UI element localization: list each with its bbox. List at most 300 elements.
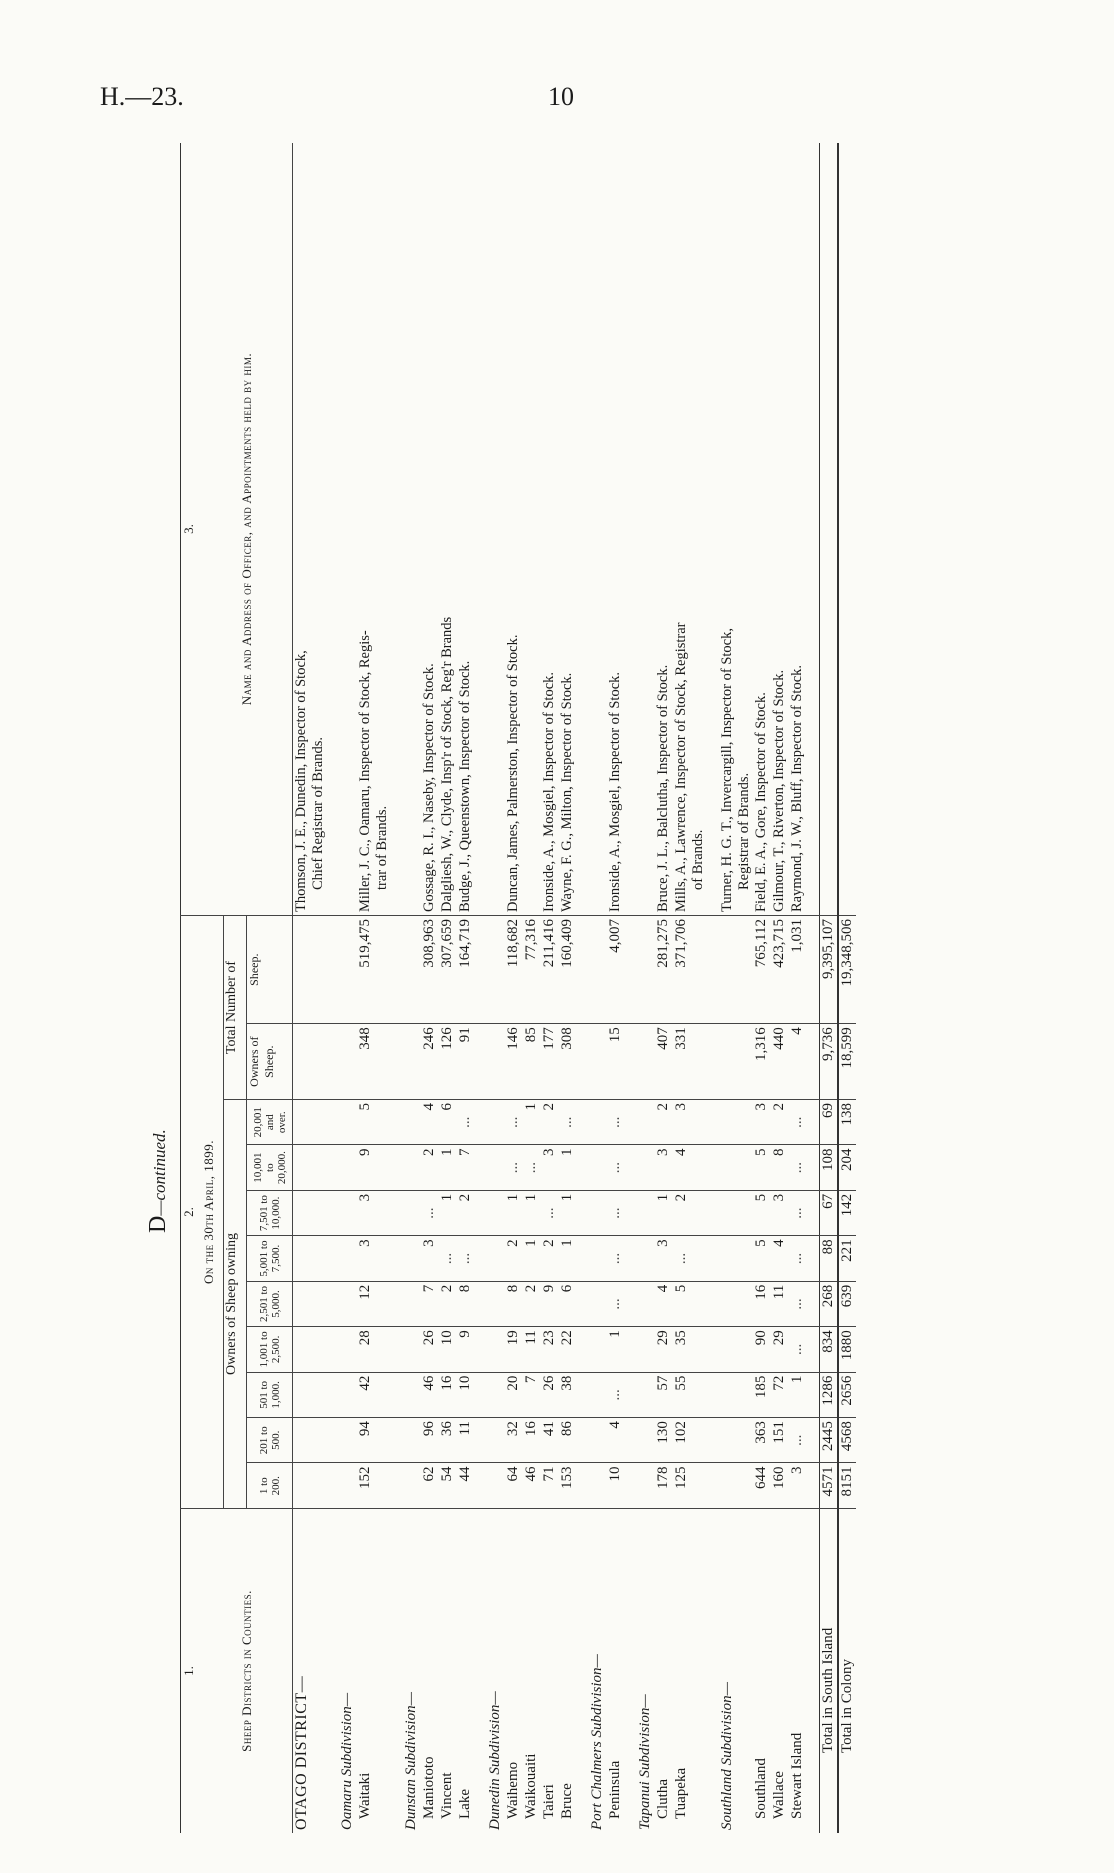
owners-count-cell: 46 (421, 1372, 439, 1417)
owners-count-cell: ... (607, 1100, 625, 1145)
owners-count-cell: 11 (457, 1418, 475, 1463)
total-sheep-cell: 164,719 (457, 916, 475, 1024)
officer-cell (753, 143, 771, 916)
owners-count-cell: 6 (439, 1100, 457, 1145)
officer-cell (819, 143, 838, 916)
officer-cell (541, 143, 559, 916)
owners-count-cell: 71 (541, 1463, 559, 1508)
officer-cell (673, 143, 707, 916)
officer-line: Thomson, J. E., Dunedin, Inspector of Stock, (293, 650, 309, 913)
table-row (589, 143, 607, 1833)
owners-count-cell: 3 (357, 1236, 391, 1281)
owners-count-cell (293, 1463, 328, 1508)
owners-count-cell (403, 1236, 421, 1281)
table-row (541, 143, 559, 1833)
total-owners-cell: 18,599 (838, 1024, 856, 1100)
owners-count-cell (487, 1190, 505, 1235)
total-sheep-cell: 308,963 (421, 916, 439, 1024)
owners-count-cell (719, 1463, 753, 1508)
table-row (789, 143, 807, 1833)
total-sheep-cell: 118,682 (505, 916, 523, 1024)
owners-count-cell (719, 1145, 753, 1190)
owners-count-cell: 16 (753, 1281, 771, 1326)
owners-count-cell: 1 (559, 1236, 577, 1281)
owners-count-cell: 20 (505, 1372, 523, 1417)
spacer-row (577, 143, 589, 1833)
owners-count-cell: 11 (523, 1327, 541, 1372)
officer-line: Bruce, J. L., Balclutha, Inspector of Stock. (655, 664, 671, 913)
owners-count-cell: 8 (505, 1281, 523, 1326)
owners-count-cell: ... (523, 1145, 541, 1190)
owners-count-cell (589, 1145, 607, 1190)
owners-count-cell: 1 (523, 1100, 541, 1145)
district-label: Southland Subdivision— (719, 1508, 753, 1833)
officer-cell (838, 143, 856, 916)
owners-count-cell: 9 (457, 1327, 475, 1372)
table-row (719, 143, 753, 1833)
owners-count-cell: ... (505, 1145, 523, 1190)
district-label: Total in South Island (819, 1508, 838, 1833)
district-label: Port Chalmers Subdivision— (589, 1508, 607, 1833)
owners-count-cell: 1 (523, 1190, 541, 1235)
owners-count-cell: 9 (357, 1145, 391, 1190)
range-header-0: 1 to 200. (247, 1463, 293, 1508)
owners-count-cell (403, 1327, 421, 1372)
owners-count-cell: 2 (439, 1281, 457, 1326)
officer-cell (607, 143, 625, 916)
spacer-row (625, 143, 637, 1833)
owners-count-cell: ... (607, 1236, 625, 1281)
owners-count-cell: ... (789, 1100, 807, 1145)
owners-count-cell: 2445 (819, 1418, 838, 1463)
owners-count-cell: 644 (753, 1463, 771, 1508)
owners-count-cell: 54 (439, 1463, 457, 1508)
total-sheep-cell: 423,715 (771, 916, 789, 1024)
owners-count-cell (403, 1463, 421, 1508)
officer-cell (339, 143, 357, 916)
owners-count-cell: 26 (421, 1327, 439, 1372)
table-row (505, 143, 523, 1833)
owners-count-cell: 1 (523, 1236, 541, 1281)
district-label: Southland (753, 1508, 771, 1833)
owners-count-cell: 41 (541, 1418, 559, 1463)
total-owners-cell: 126 (439, 1024, 457, 1100)
owners-count-cell: 62 (421, 1463, 439, 1508)
total-sheep-cell: 211,416 (541, 916, 559, 1024)
owners-count-cell: ... (607, 1145, 625, 1190)
owners-count-cell: 6 (559, 1281, 577, 1326)
owners-count-cell: 55 (673, 1372, 707, 1417)
owners-count-cell: ... (559, 1100, 577, 1145)
table-row (403, 143, 421, 1833)
spacer-row (707, 143, 719, 1833)
owners-count-cell (487, 1236, 505, 1281)
spacer-row (327, 143, 339, 1833)
officer-cell (357, 143, 391, 916)
total-sheep-cell (403, 916, 421, 1024)
owners-count-cell (589, 1327, 607, 1372)
table-row (753, 143, 771, 1833)
total-owners-cell (403, 1024, 421, 1100)
owners-count-cell: 7 (421, 1281, 439, 1326)
total-owners-cell: 308 (559, 1024, 577, 1100)
owners-count-cell: 8 (771, 1145, 789, 1190)
owners-count-cell: 4568 (838, 1418, 856, 1463)
owners-count-cell: 1 (559, 1145, 577, 1190)
owners-count-cell (637, 1463, 655, 1508)
owners-count-cell: ... (789, 1190, 807, 1235)
table-row (771, 143, 789, 1833)
officer-cell (487, 143, 505, 916)
owners-count-cell: 42 (357, 1372, 391, 1417)
owners-count-cell (293, 1281, 328, 1326)
total-sheep-cell (589, 916, 607, 1024)
district-label: Tapanui Subdivision— (637, 1508, 655, 1833)
owners-count-cell (403, 1372, 421, 1417)
owners-count-cell: 69 (819, 1100, 838, 1145)
owners-count-cell: ... (789, 1145, 807, 1190)
total-owners-cell (293, 1024, 328, 1100)
owners-count-cell: ... (789, 1236, 807, 1281)
officer-line: Gilmour, T., Riverton, Inspector of Stock. (771, 669, 787, 913)
owners-count-cell (339, 1190, 357, 1235)
owners-count-cell: 2 (457, 1190, 475, 1235)
total-owners-cell: 246 (421, 1024, 439, 1100)
owners-count-cell: 125 (673, 1463, 707, 1508)
owners-count-cell: ... (457, 1236, 475, 1281)
owners-count-cell: 26 (541, 1372, 559, 1417)
officer-line: Ironside, A., Mosgiel, Inspector of Stock. (607, 671, 623, 913)
owners-count-cell: 36 (439, 1418, 457, 1463)
owners-count-cell (719, 1281, 753, 1326)
officer-header: Name and Address of Officer, and Appointments held by him. (201, 143, 293, 916)
owners-count-cell: 10 (457, 1372, 475, 1417)
owners-count-cell: 1 (439, 1190, 457, 1235)
range-header-1: 201 to 500. (247, 1418, 293, 1463)
owners-count-cell: 16 (523, 1418, 541, 1463)
officer-line: Gossage, R. I., Naseby, Inspector of Stock. (421, 663, 437, 913)
owners-count-cell: 152 (357, 1463, 391, 1508)
districts-header: Sheep Districts in Counties. (201, 1508, 293, 1833)
owners-count-cell: 5 (753, 1145, 771, 1190)
owners-count-cell (487, 1145, 505, 1190)
owners-count-cell: 28 (357, 1327, 391, 1372)
district-label: Dunedin Subdivision— (487, 1508, 505, 1833)
owners-count-cell: 3 (753, 1100, 771, 1145)
officer-line: Chief Registrar of Brands. (310, 736, 326, 891)
total-sheep-cell (637, 916, 655, 1024)
owners-count-cell: 4 (421, 1100, 439, 1145)
page-reference: H.—23. (100, 82, 184, 111)
district-label: Stewart Island (789, 1508, 807, 1833)
owners-count-cell (637, 1190, 655, 1235)
owners-count-cell (637, 1418, 655, 1463)
table-row (457, 143, 475, 1833)
owners-count-cell (637, 1100, 655, 1145)
district-label: Vincent (439, 1508, 457, 1833)
district-label: Wallace (771, 1508, 789, 1833)
owners-count-cell: 4 (673, 1145, 707, 1190)
total-owners-cell: 440 (771, 1024, 789, 1100)
owners-count-cell: 1 (439, 1145, 457, 1190)
owners-count-cell: 834 (819, 1327, 838, 1372)
owners-count-cell: 3 (655, 1145, 673, 1190)
owners-count-cell: 57 (655, 1372, 673, 1417)
owners-count-cell: 3 (673, 1100, 707, 1145)
district-label: OTAGO DISTRICT— (293, 1508, 328, 1833)
owners-count-cell: 94 (357, 1418, 391, 1463)
officer-cell (637, 143, 655, 916)
owners-count-cell: 2 (421, 1145, 439, 1190)
owners-count-cell (339, 1418, 357, 1463)
district-label: Dunstan Subdivision— (403, 1508, 421, 1833)
owners-count-cell (637, 1372, 655, 1417)
owners-count-cell: 160 (771, 1463, 789, 1508)
owners-count-cell: ... (789, 1327, 807, 1372)
rotated-table-area (140, 143, 990, 1833)
officer-line: of Brands. (690, 829, 706, 891)
owners-count-cell: 88 (819, 1236, 838, 1281)
officer-line: trar of Brands. (374, 805, 390, 891)
range-header-6: 7,501 to 10,000. (247, 1190, 293, 1235)
total-sheep-cell: 19,348,506 (838, 916, 856, 1024)
total-sheep-cell: 307,659 (439, 916, 457, 1024)
owners-count-cell (339, 1372, 357, 1417)
owners-count-cell: 2 (541, 1236, 559, 1281)
table-row (487, 143, 505, 1833)
total-header: Total Number of (224, 916, 247, 1100)
owners-count-cell (589, 1190, 607, 1235)
owners-count-cell: ... (607, 1281, 625, 1326)
owners-count-cell: 178 (655, 1463, 673, 1508)
district-label: Peninsula (607, 1508, 625, 1833)
owners-count-cell: 3 (771, 1190, 789, 1235)
owners-count-cell: 1286 (819, 1372, 838, 1417)
owners-count-cell (719, 1418, 753, 1463)
owners-count-cell: 10 (607, 1463, 625, 1508)
owners-count-cell: 130 (655, 1418, 673, 1463)
table-row (523, 143, 541, 1833)
owners-count-cell: 151 (771, 1418, 789, 1463)
officer-cell (403, 143, 421, 916)
owners-count-cell (487, 1463, 505, 1508)
spacer-row (391, 143, 403, 1833)
district-label: Waitaki (357, 1508, 391, 1833)
officer-cell (789, 143, 807, 916)
total-sheep-cell: 160,409 (559, 916, 577, 1024)
officer-cell (559, 143, 577, 916)
table-row (293, 143, 328, 1833)
owners-count-cell: ... (439, 1236, 457, 1281)
total-owners-cell: 15 (607, 1024, 625, 1100)
section-continued: —continued. (150, 1129, 169, 1216)
owners-count-cell: 7 (457, 1145, 475, 1190)
range-header-4: 2,501 to 5,000. (247, 1281, 293, 1326)
owners-count-cell (293, 1418, 328, 1463)
total-sheep-cell: 765,112 (753, 916, 771, 1024)
officer-cell (439, 143, 457, 916)
owners-count-cell: 96 (421, 1418, 439, 1463)
total-owners-cell: 348 (357, 1024, 391, 1100)
owners-count-cell (637, 1236, 655, 1281)
owners-count-cell (719, 1372, 753, 1417)
col-number-2: 2. (181, 916, 202, 1509)
owners-count-cell (293, 1372, 328, 1417)
owners-count-cell: 4 (771, 1236, 789, 1281)
officer-cell (719, 143, 753, 916)
owners-count-cell (339, 1463, 357, 1508)
owners-count-cell (339, 1100, 357, 1145)
district-label: Lake (457, 1508, 475, 1833)
table-row (357, 143, 391, 1833)
owners-count-cell: 1 (505, 1190, 523, 1235)
owners-count-cell (403, 1418, 421, 1463)
officer-line: Turner, H. G. T., Invercargill, Inspector of Stock, (719, 628, 735, 913)
table-row (339, 143, 357, 1833)
owners-count-cell: 23 (541, 1327, 559, 1372)
owners-count-cell: 32 (505, 1418, 523, 1463)
total-owners-cell: 331 (673, 1024, 707, 1100)
owners-count-cell: 4 (607, 1418, 625, 1463)
district-label: Clutha (655, 1508, 673, 1833)
owners-count-cell (339, 1281, 357, 1326)
district-label: Total in Colony (838, 1508, 856, 1833)
owners-count-cell (637, 1281, 655, 1326)
owners-count-cell: 1880 (838, 1327, 856, 1372)
owners-count-cell: 11 (771, 1281, 789, 1326)
owners-count-cell (487, 1418, 505, 1463)
sheep-owners-table (180, 143, 856, 1833)
owners-count-cell: 64 (505, 1463, 523, 1508)
owners-count-cell: 204 (838, 1145, 856, 1190)
owners-count-cell (403, 1100, 421, 1145)
owners-count-cell: 4571 (819, 1463, 838, 1508)
owners-count-cell (589, 1236, 607, 1281)
owners-count-cell (487, 1100, 505, 1145)
owners-count-cell: 90 (753, 1327, 771, 1372)
owners-count-cell (719, 1100, 753, 1145)
officer-line: Mills, A., Lawrence, Inspector of Stock, Registrar (673, 622, 689, 913)
owners-count-cell: 3 (357, 1190, 391, 1235)
owners-count-cell: 12 (357, 1281, 391, 1326)
owners-count-cell (589, 1372, 607, 1417)
owners-count-cell: 1 (789, 1372, 807, 1417)
district-label: Waikouaiti (523, 1508, 541, 1833)
range-header-2: 501 to 1,000. (247, 1372, 293, 1417)
owners-count-cell: 8151 (838, 1463, 856, 1508)
owners-count-cell (589, 1281, 607, 1326)
col-number-3: 3. (181, 524, 196, 534)
owners-count-cell: 5 (753, 1236, 771, 1281)
owners-count-cell: 2 (771, 1100, 789, 1145)
owners-count-cell: 3 (655, 1236, 673, 1281)
owners-count-cell (589, 1463, 607, 1508)
owners-count-cell: 5 (753, 1190, 771, 1235)
total-owners-cell: 407 (655, 1024, 673, 1100)
owners-count-cell: ... (505, 1100, 523, 1145)
officer-line: Duncan, James, Palmerston, Inspector of Stock. (505, 634, 521, 913)
officer-line: Budge, J., Queenstown, Inspector of Stock. (457, 660, 473, 913)
owners-count-cell: ... (421, 1190, 439, 1235)
owners-count-cell: 9 (541, 1281, 559, 1326)
total-sheep-cell: 77,316 (523, 916, 541, 1024)
spacer-row (475, 143, 487, 1833)
district-label: Maniototo (421, 1508, 439, 1833)
total-sheep-cell (339, 916, 357, 1024)
table-row (655, 143, 673, 1833)
date-header: On the 30th April, 1899. (201, 916, 224, 1509)
section-letter: D (145, 1215, 171, 1233)
owners-count-cell (403, 1281, 421, 1326)
officer-cell (589, 143, 607, 916)
total-owners-cell: 4 (789, 1024, 807, 1100)
owners-count-cell (589, 1418, 607, 1463)
owners-count-cell: 22 (559, 1327, 577, 1372)
page-number: 10 (548, 82, 574, 111)
table-row (819, 143, 838, 1833)
sheep-header: Sheep. (247, 916, 293, 1024)
owners-count-cell (637, 1327, 655, 1372)
table-row (439, 143, 457, 1833)
table-row (607, 143, 625, 1833)
officer-cell (457, 143, 475, 916)
owners-count-cell (589, 1100, 607, 1145)
total-sheep-cell: 519,475 (357, 916, 391, 1024)
owners-count-cell: 8 (457, 1281, 475, 1326)
owners-count-cell: 1 (559, 1190, 577, 1235)
owners-count-cell: 67 (819, 1190, 838, 1235)
owners-count-cell: 5 (357, 1100, 391, 1145)
total-sheep-cell: 281,275 (655, 916, 673, 1024)
owners-count-cell: 38 (559, 1372, 577, 1417)
total-owners-cell (487, 1024, 505, 1100)
owners-count-cell: 1 (607, 1327, 625, 1372)
owners-count-cell (339, 1327, 357, 1372)
owners-count-cell: ... (789, 1281, 807, 1326)
owners-count-cell: 108 (819, 1145, 838, 1190)
owners-count-cell: 268 (819, 1281, 838, 1326)
owners-count-cell: 10 (439, 1327, 457, 1372)
total-sheep-cell (719, 916, 753, 1024)
owners-count-cell: 1 (655, 1190, 673, 1235)
owners-count-cell (487, 1372, 505, 1417)
owners-count-cell (339, 1145, 357, 1190)
table-row (673, 143, 707, 1833)
owners-count-cell: 2 (655, 1100, 673, 1145)
owners-count-cell: ... (789, 1418, 807, 1463)
owners-count-cell: ... (607, 1372, 625, 1417)
officer-cell (771, 143, 789, 916)
owners-count-cell: 2656 (838, 1372, 856, 1417)
table-row (421, 143, 439, 1833)
owners-count-cell: 46 (523, 1463, 541, 1508)
owners-count-cell: 138 (838, 1100, 856, 1145)
total-sheep-cell (487, 916, 505, 1024)
officer-cell (505, 143, 523, 916)
officer-line: Field, E. A., Gore, Inspector of Stock. (753, 692, 769, 913)
owners-count-cell: 5 (673, 1281, 707, 1326)
owners-count-cell: 29 (771, 1327, 789, 1372)
owners-count-cell (719, 1236, 753, 1281)
owners-count-cell: 142 (838, 1190, 856, 1235)
total-sheep-cell: 371,706 (673, 916, 707, 1024)
officer-cell (523, 143, 541, 916)
owners-count-cell (293, 1100, 328, 1145)
owners-count-cell: 2 (541, 1100, 559, 1145)
owners-count-cell: ... (457, 1100, 475, 1145)
total-owners-cell: 146 (505, 1024, 523, 1100)
total-sheep-cell: 9,395,107 (819, 916, 838, 1024)
